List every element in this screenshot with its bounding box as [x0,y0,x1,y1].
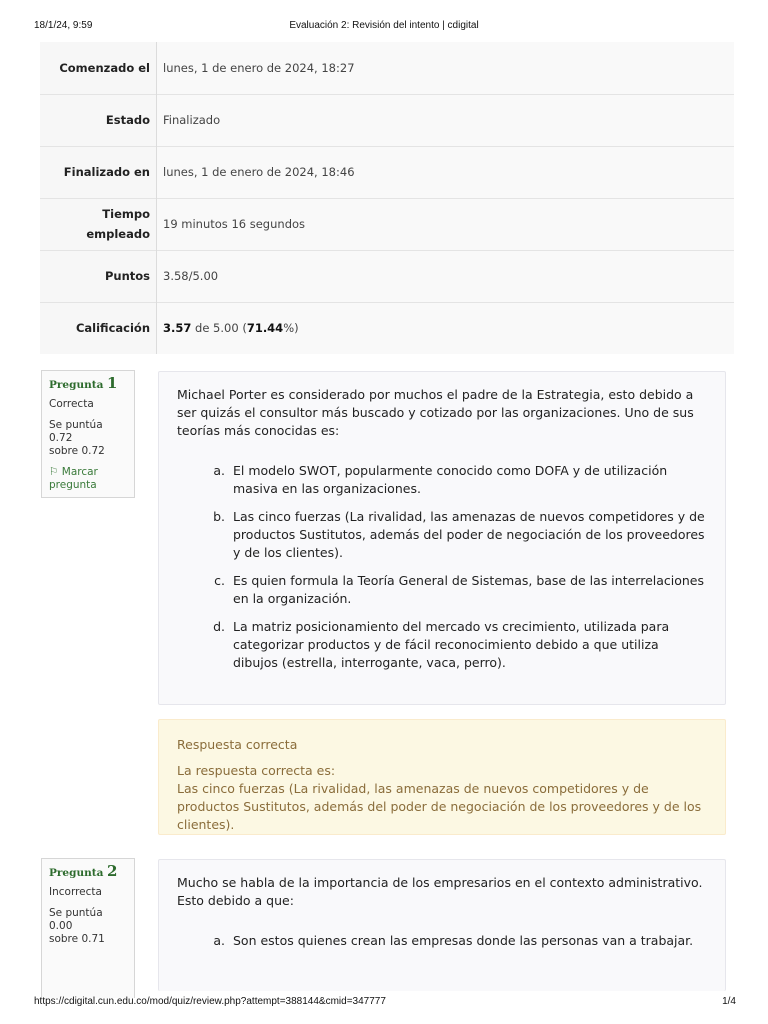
summary-value: Finalizado [157,94,735,146]
question-num: 2 [107,862,118,880]
answer-letter: d. [213,619,225,634]
print-datetime: 18/1/24, 9:59 [34,20,93,31]
answer-option-c[interactable] [177,572,705,608]
grade-line: Se puntúa 0.00 [49,907,103,932]
question-number [49,374,128,392]
question-num: 1 [107,374,118,392]
question-grade [49,907,128,946]
question-text: Mucho se habla de la importancia de los empresarios en el contexto administrativo. Esto debido a que: [177,875,703,908]
grade-percent: 71.44 [246,321,284,336]
summary-label: Estado [40,94,157,146]
flag-question-link[interactable] [49,466,128,492]
print-footer [0,990,768,1010]
feedback-answer: Las cinco fuerzas (La rivalidad, las amenazas de nuevos competidores y de productos Sustitutos, además del poder de negociación de los proveedores y de los clientes). [177,781,702,832]
answer-letter: a. [213,933,225,948]
answer-text: Las cinco fuerzas (La rivalidad, las amenazas de nuevos competidores y de productos Sustitutos, además del poder de negociación de los proveedores y de los clientes). [233,509,705,560]
question-label: Pregunta [49,379,104,391]
answer-letter: b. [213,509,225,524]
answer-list [177,462,705,672]
summary-value [157,302,735,354]
answer-text: Es quien formula la Teoría General de Sistemas, base de las interrelaciones en la organización. [233,573,705,606]
summary-label [40,198,157,250]
summary-row-grade [40,302,734,354]
grade-score: 3.57 [163,321,192,336]
flag-label: Marcar [61,466,98,478]
summary-label: Finalizado en [40,146,157,198]
question-grade [49,419,128,458]
summary-row-state [40,94,734,146]
summary-row-points [40,250,734,302]
feedback-title: Respuesta correcta [177,737,298,752]
answer-text: Son estos quienes crean las empresas donde las personas van a trabajar. [233,933,694,948]
summary-value: 3.58/5.00 [157,250,735,302]
feedback-intro: La respuesta correcta es: [177,763,336,778]
flag-label: pregunta [49,479,97,491]
question-info-2 [41,858,135,998]
question-content-1 [158,371,726,705]
attempt-summary-table [40,42,734,354]
answer-letter: c. [214,573,225,588]
print-header [0,14,768,34]
answer-option-a[interactable] [177,462,705,498]
answer-option-b[interactable] [177,508,705,562]
summary-row-started [40,42,734,94]
print-title: Evaluación 2: Revisión del intento | cdigital [289,20,479,31]
summary-label-line: Tiempo [102,207,150,221]
question-content-2 [158,859,726,991]
summary-value: lunes, 1 de enero de 2024, 18:27 [157,42,735,94]
summary-row-time [40,198,734,250]
grade-line: sobre 0.71 [49,933,105,945]
question-text: Michael Porter es considerado por muchos el padre de la Estrategia, esto debido a ser quizás el consultor más buscado y cotizado por las organizaciones. Uno de sus teorías más conocidas es: [177,387,694,438]
summary-label: Comenzado el [40,42,157,94]
question-state: Correcta [49,398,94,410]
answer-text: La matriz posicionamiento del mercado vs crecimiento, utilizada para categorizar productos y de fácil reconocimiento debido a que utiliza dibujos (estrella, interrogante, vaca, perro). [233,619,670,670]
summary-label: Calificación [40,302,157,354]
feedback-box [158,719,726,835]
answer-option-d[interactable] [177,618,705,672]
answer-option-a[interactable] [177,932,705,950]
summary-value: lunes, 1 de enero de 2024, 18:46 [157,146,735,198]
grade-line: sobre 0.72 [49,445,105,457]
answer-list [177,932,705,950]
question-label: Pregunta [49,867,104,879]
summary-label-line: empleado [86,227,150,241]
print-url: https://cdigital.cun.edu.co/mod/quiz/review.php?attempt=388144&cmid=347777 [34,996,386,1007]
grade-of: de 5.00 ( [191,321,247,336]
question-state: Incorrecta [49,886,102,898]
question-number [49,862,128,880]
summary-row-finished [40,146,734,198]
flag-icon: ⚐ [49,466,59,478]
answer-letter: a. [213,463,225,478]
summary-value: 19 minutos 16 segundos [157,198,735,250]
grade-line: Se puntúa 0.72 [49,419,103,444]
question-info-1 [41,370,135,498]
answer-text: El modelo SWOT, popularmente conocido como DOFA y de utilización masiva en las organizaciones. [233,463,668,496]
summary-label: Puntos [40,250,157,302]
grade-close: %) [283,321,299,336]
print-page-number: 1/4 [722,996,736,1007]
